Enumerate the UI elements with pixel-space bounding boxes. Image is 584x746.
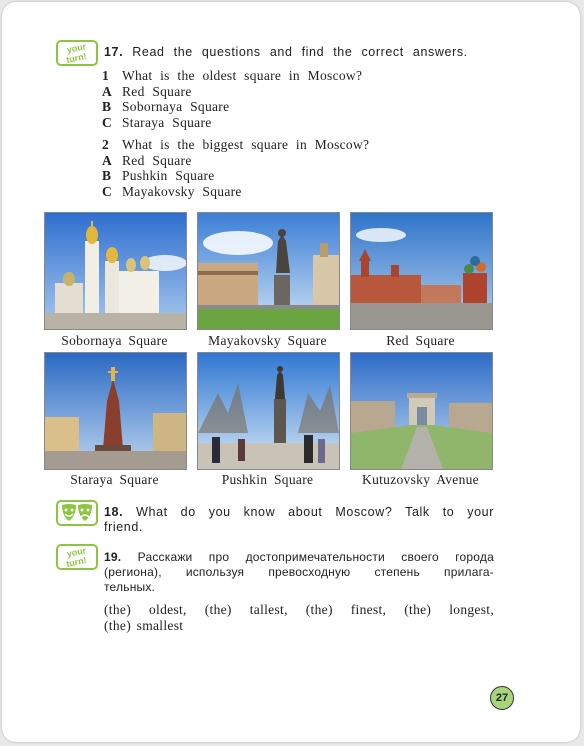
caption-staraya-square: Staraya Square	[70, 472, 159, 487]
caption-sobornaya-square: Sobornaya Square	[61, 333, 168, 348]
task-19-number: 19.	[104, 550, 122, 564]
option-1c: C Staraya Square	[102, 114, 212, 130]
task-18-number: 18.	[104, 505, 124, 519]
caption-kutuzovsky-avenue: Kutuzovsky Avenue	[362, 472, 479, 487]
svg-text:your: your	[65, 41, 87, 55]
caption-pushkin-square: Pushkin Square	[221, 472, 314, 487]
task-18: 18. What do you know about Moscow? Talk to your friend.	[104, 505, 494, 534]
option-2c: C Mayakovsky Square	[102, 183, 242, 199]
option-1a: A Red Square	[102, 83, 192, 99]
textbook-page	[2, 2, 580, 742]
option-2b: B Pushkin Square	[102, 168, 215, 183]
option-2a: A Red Square	[102, 152, 192, 168]
svg-text:turn!: turn!	[65, 51, 88, 66]
svg-text:turn!: turn!	[65, 555, 88, 570]
photo-mayakovsky-square	[197, 212, 340, 330]
question-2: 2 What is the biggest square in Moscow? A Red Square B Pushkin Square C Mayakovsky Square	[102, 137, 370, 199]
photo-kutuzovsky-avenue	[350, 352, 493, 470]
question-2-text: What is the biggest square in Moscow?	[122, 137, 370, 152]
your-turn-badge-icon	[56, 544, 98, 568]
photo-pushkin-square	[197, 352, 340, 470]
question-1: 1 What is the oldest square in Moscow? A Red Square B Sobornaya Square C Staraya Square	[102, 68, 363, 130]
caption-mayakovsky-square: Mayakovsky Square	[208, 333, 327, 348]
task-19-word-list: (the) oldest, (the) tallest, (the) finest, (the) longest, (the) smallest	[104, 602, 494, 633]
your-turn-badge-icon	[56, 40, 98, 64]
photo-staraya-square	[44, 352, 187, 470]
task-17-instruction-text: Read the questions and find the correct answers.	[132, 45, 468, 59]
page-number: 27	[490, 686, 514, 710]
caption-red-square: Red Square	[386, 333, 455, 348]
svg-text:your: your	[65, 545, 87, 559]
task-17-instruction	[104, 45, 484, 59]
task-19: 19. Расскажи про достопримечательности своего города (региона), используя превосходную степень прилага- тельных.	[104, 550, 494, 594]
question-1-text: What is the oldest square in Moscow?	[122, 68, 363, 83]
photo-sobornaya-square	[44, 212, 187, 330]
photo-red-square	[350, 212, 493, 330]
option-1b: B Sobornaya Square	[102, 99, 230, 114]
task-17-number: 17.	[104, 45, 124, 59]
theatre-masks-icon	[56, 500, 98, 526]
